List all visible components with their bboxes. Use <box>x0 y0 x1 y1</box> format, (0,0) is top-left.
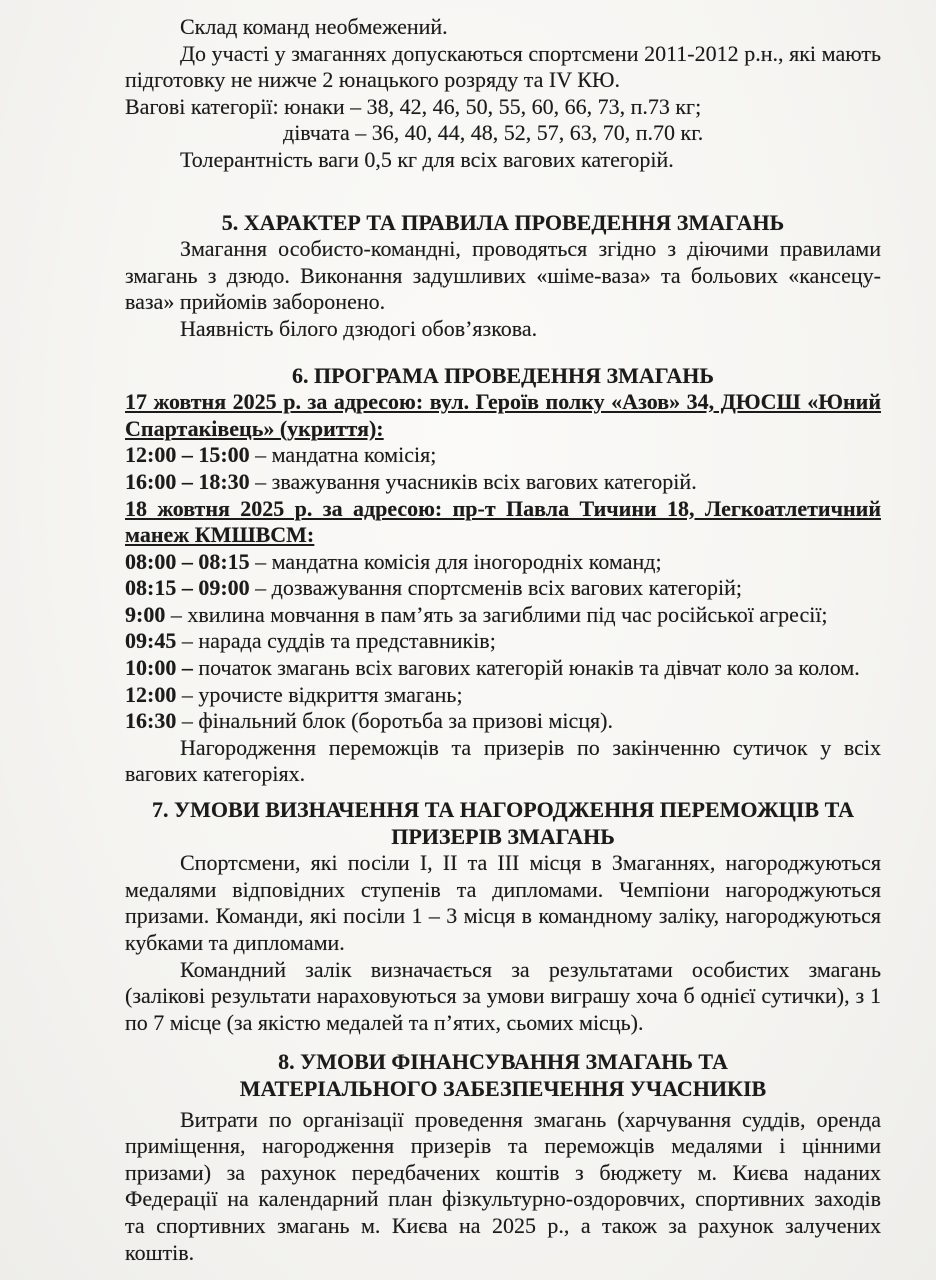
schedule-desc: – мандатна комісія для іногородніх команд; <box>255 548 662 574</box>
intro-block <box>125 14 881 174</box>
schedule-time: 08:15 – 09:00 <box>125 575 250 601</box>
section6-title: 6. ПРОГРАМА ПРОВЕДЕННЯ ЗМАГАНЬ <box>292 362 714 388</box>
schedule-desc: – нарада суддів та представників; <box>181 628 496 654</box>
section-5 <box>125 210 881 343</box>
schedule-time: 09:45 <box>125 628 177 654</box>
section-8 <box>125 1049 881 1266</box>
schedule-desc: – мандатна комісія; <box>255 442 437 468</box>
schedule-time: 12:00 – 15:00 <box>125 442 250 468</box>
section-7 <box>125 797 881 1036</box>
schedule-item <box>125 708 881 735</box>
section7-paragraph-individual-awards: Спортсмени, які посіли I, II та III місця в Змаганнях, нагороджуються медалями відповідних ступенів та дипломами. Чемпіони нагороджуються призами. Команди, які посіли 1 – 3 місця в командному заліку, нагороджуються кубками та дипломами. <box>125 850 881 955</box>
intro-paragraph-team-size: Склад команд необмежений. <box>180 14 448 39</box>
section7-title-line2: ПРИЗЕРІВ ЗМАГАНЬ <box>391 823 615 849</box>
weight-categories-girls-line: дівчата – 36, 40, 44, 48, 52, 57, 63, 70, п.70 кг. <box>283 120 704 146</box>
schedule-desc: – хвилина мовчання в пам’ять за загиблими під час російської агресії; <box>170 601 828 627</box>
schedule-item <box>125 628 881 655</box>
schedule-item <box>125 442 881 469</box>
schedule-desc: – дозважування спортсменів всіх вагових категорій; <box>255 575 743 601</box>
section-6 <box>125 363 881 789</box>
section5-paragraph-rules: Змагання особисто-командні, проводяться згідно з діючими правилами змагань з дзюдо. Виконання задушливих «шіме-ваза» та больових «кансецу-ваза» прийомів заборонено. <box>125 236 881 315</box>
intro-paragraph-eligibility: До участі у змаганнях допускаються спортсмени 2011-2012 р.н., які мають підготовку не нижче 2 юнацького розряду та IV КЮ. <box>125 40 881 93</box>
awards-note: Нагородження переможців та призерів по закінченню сутичок у всіх вагових категоріях. <box>125 734 881 787</box>
tolerance-line: Толерантність ваги 0,5 кг для всіх вагових категорій. <box>180 146 674 172</box>
document-content <box>125 0 881 1266</box>
schedule-item <box>125 575 881 602</box>
schedule-desc: – фінальний блок (боротьба за призові місця). <box>181 708 613 734</box>
day2-heading: 18 жовтня 2025 р. за адресою: пр-т Павла Тичини 18, Легкоатлетичний манеж КМШВСМ: <box>125 495 881 548</box>
schedule-item <box>125 549 881 576</box>
section7-title-line1: 7. УМОВИ ВИЗНАЧЕННЯ ТА НАГОРОДЖЕННЯ ПЕРЕМОЖЦІВ ТА <box>151 797 855 823</box>
schedule-desc: початок змагань всіх вагових категорій юнаків та дівчат коло за колом. <box>198 655 860 681</box>
section8-paragraph-financing: Витрати по організації проведення змагань (харчування суддів, оренда приміщення, нагородження призерів та переможців медалями і цінними призами) за рахунок передбачених коштів з бюджету м. Києва наданих Федерації на календарний план фізкультурно-оздоровчих, спортивних заходів та спортивних змагань м. Києва на 2025 р., а також за рахунок залучених коштів. <box>125 1106 881 1265</box>
section7-paragraph-team-scoring: Командний залік визначається за результатами особистих змагань (залікові результати нараховуються за умови виграшу хоча б однієї сутички), з 1 по 7 місце (за якістю медалей та п’ятих, сьомих місць). <box>125 956 881 1035</box>
schedule-time: 10:00 – <box>125 655 193 681</box>
section8-title-line1: 8. УМОВИ ФІНАНСУВАННЯ ЗМАГАНЬ ТА <box>278 1049 728 1075</box>
schedule-time: 16:00 – 18:30 <box>125 468 250 494</box>
schedule-item <box>125 602 881 629</box>
schedule-time: 12:00 <box>125 681 177 707</box>
schedule-time: 16:30 <box>125 708 177 734</box>
schedule-time: 9:00 <box>125 601 166 627</box>
schedule-time: 08:00 – 08:15 <box>125 548 250 574</box>
section8-title-line2: МАТЕРІАЛЬНОГО ЗАБЕЗПЕЧЕННЯ УЧАСНИКІВ <box>239 1075 767 1101</box>
schedule-item <box>125 682 881 709</box>
schedule-desc: – урочисте відкриття змагань; <box>181 681 463 707</box>
section5-title: 5. ХАРАКТЕР ТА ПРАВИЛА ПРОВЕДЕННЯ ЗМАГАНЬ <box>221 209 785 235</box>
weight-categories-boys-line: Вагові категорії: юнаки – 38, 42, 46, 50, 55, 60, 66, 73, п.73 кг; <box>125 93 702 119</box>
schedule-item <box>125 469 881 496</box>
day1-heading: 17 жовтня 2025 р. за адресою: вул. Героїв полку «Азов» 34, ДЮСШ «Юний Спартаківець» (укриття): <box>125 389 881 441</box>
schedule-desc: – зважування учасників всіх вагових категорій. <box>255 468 697 494</box>
schedule-item <box>125 655 881 682</box>
section5-paragraph-judogi: Наявність білого дзюдогі обов’язкова. <box>180 315 538 341</box>
